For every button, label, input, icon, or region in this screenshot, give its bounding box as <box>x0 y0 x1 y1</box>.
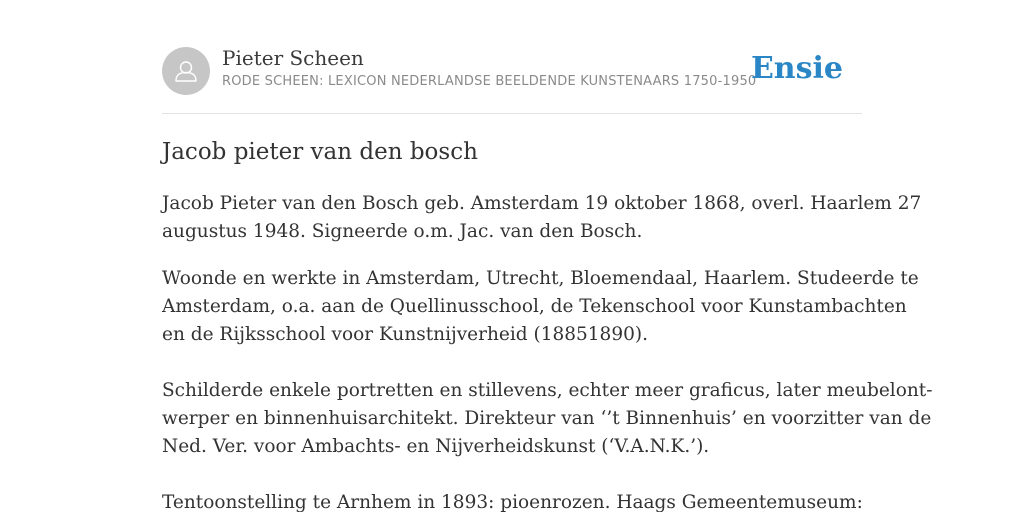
paragraph-4 <box>162 489 862 512</box>
ensie-logo[interactable]: Ensie <box>750 51 843 86</box>
paragraph-line: Amsterdam, o.a. aan de Quellinusschool, de Tekenschool voor Kunstambachten <box>162 296 907 317</box>
paragraph-2 <box>162 265 919 349</box>
author-name[interactable]: Pieter Scheen <box>222 46 364 70</box>
paragraph-line: Tentoonstelling te Arnhem in 1893: pioenrozen. Haags Gemeentemuseum: <box>162 492 863 512</box>
article-title: Jacob pieter van den bosch <box>162 139 478 165</box>
article-header <box>162 46 862 98</box>
paragraph-line: en de Rijksschool voor Kunstnijverheid (18851890). <box>162 324 648 345</box>
header-divider <box>162 113 862 114</box>
paragraph-line: werper en binnenhuisarchitekt. Direkteur van ‘’t Binnenhuis’ en voorzitter van de <box>162 408 932 429</box>
paragraph-line: Ned. Ver. voor Ambachts- en Nijverheidskunst (‘V.A.N.K.’). <box>162 436 710 457</box>
author-avatar[interactable] <box>162 47 210 95</box>
article-body <box>162 136 933 512</box>
paragraph-1 <box>162 190 922 246</box>
paragraph-line: Woonde en werkte in Amsterdam, Utrecht, Bloemendaal, Haarlem. Studeerde te <box>162 268 919 289</box>
paragraph-line: Jacob Pieter van den Bosch geb. Amsterdam 19 oktober 1868, overl. Haarlem 27 <box>162 193 922 214</box>
paragraph-3 <box>162 377 933 461</box>
paragraph-line: Schilderde enkele portretten en stillevens, echter meer graficus, later meubelont- <box>162 380 933 401</box>
user-icon <box>162 47 210 95</box>
author-source: RODE SCHEEN: LEXICON NEDERLANDSE BEELDENDE KUNSTENAARS 1750-1950 <box>222 74 757 89</box>
paragraph-line: augustus 1948. Signeerde o.m. Jac. van den Bosch. <box>162 221 643 242</box>
